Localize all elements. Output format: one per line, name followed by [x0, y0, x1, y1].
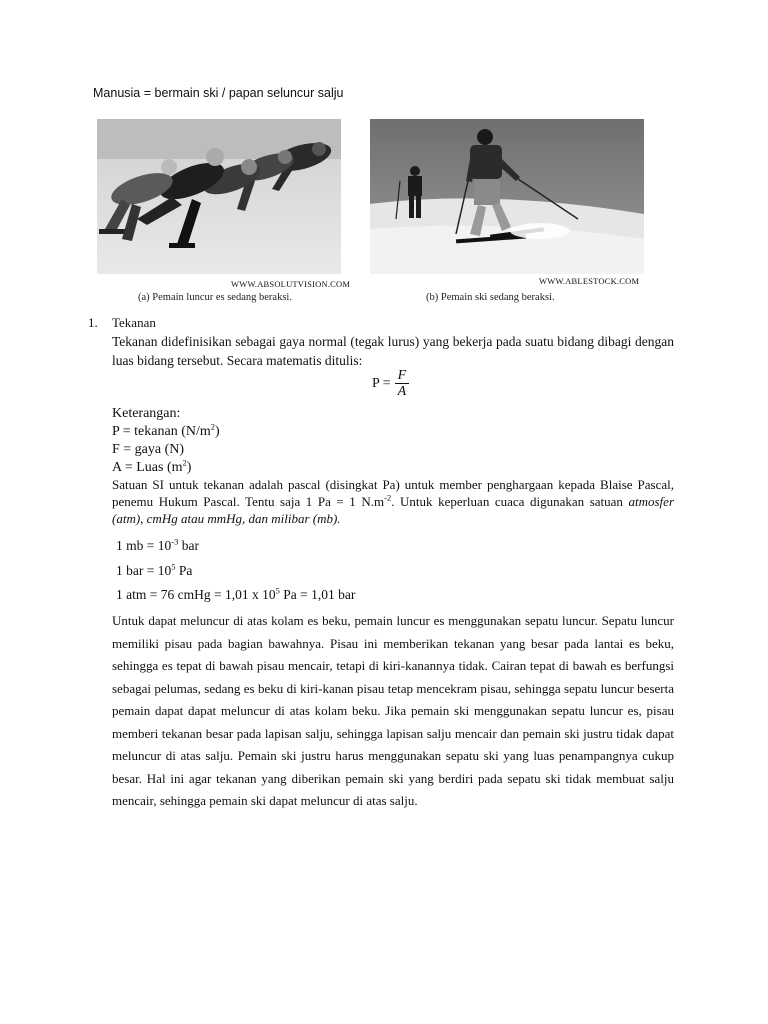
- conversion-pre: 1 bar = 10: [116, 563, 172, 578]
- conversion-post: Pa = 1,01 bar: [279, 587, 356, 602]
- ski-photo: [370, 119, 644, 274]
- left-photo-caption: (a) Pemain luncur es sedang beraksi.: [138, 292, 292, 303]
- formula-numerator: F: [397, 368, 407, 383]
- keterangan-after: ): [186, 460, 192, 475]
- conversion-sup: -3: [171, 536, 179, 547]
- keterangan-after: ): [215, 424, 220, 439]
- si-text-b: . Untuk keperluan cuaca digunakan satuan: [391, 494, 629, 509]
- definition-paragraph: Tekanan didefinisikan sebagai gaya normal (tegak lurus) yang bekerja pada suatu bidang dibagi dengan luas bidang tersebut. Secara matematis ditulis:: [112, 334, 674, 368]
- keterangan-item: [112, 423, 220, 442]
- si-text-a: Satuan SI untuk tekanan adalah pascal (disingkat Pa) untuk member penghargaan kepada Blaise Pascal, penemu Hukum Pascal. Tentu saja 1 Pa = 1 N.m: [112, 477, 674, 509]
- conversion-pre: 1 atm = 76 cmHg = 1,01 x 10: [116, 587, 276, 602]
- section-number: 1.: [88, 315, 98, 330]
- explanation-paragraph: Untuk dapat meluncur di atas kolam es beku, pemain luncur es menggunakan sepatu luncur. Sepatu luncur memiliki pisau pada bagian bawahnya. Pisau ini memberikan tekanan yang besar pada lantai es beku, sehingga es tepat di bawah pisau mencair, tetapi di kiri-kanannya tidak. Cairan tepat di bawah es berfungsi sebagai pelumas, sedang es beku di kiri-kanan pisau tetap mencekram pisau, sehingga sepatu luncur beserta pemain dapat dapat meluncur di atas kolam beku. Jika pemain ski menggunakan sepatu luncur es, pisau memberi tekanan besar pada lapisan salju, sehingga lapisan salju mencair dan pemain ski justru tidak dapat meluncur di atas salju. Pemain ski justru harus menggunakan sepatu ski yang luas penampangnya cukup besar. Hal ini agar tekanan yang diberikan pemain ski yang berdiri pada sepatu ski tidak membuat salju mencair, sehingga pemain ski dapat meluncur di atas salju.: [112, 613, 674, 808]
- si-unit-paragraph: [112, 476, 674, 527]
- conversion-line: [116, 587, 355, 603]
- conversion-line: [116, 538, 199, 554]
- formula-lhs: P =: [372, 376, 391, 391]
- si-text-italic: atmosfer (atm), cmHg atau mmHg, dan milibar (mb).: [112, 494, 674, 526]
- section-title: Tekanan: [112, 315, 156, 330]
- right-photo-credit: WWW.ABLESTOCK.COM: [539, 276, 640, 286]
- page-heading: Manusia = bermain ski / papan seluncur salju: [93, 86, 344, 100]
- keterangan-item: [112, 459, 191, 478]
- conversion-post: bar: [178, 538, 199, 553]
- speed-skating-photo: [97, 119, 341, 274]
- formula-fraction: [395, 368, 410, 400]
- conversion-sup: 5: [171, 561, 176, 572]
- keterangan-text: P = tekanan (N/m: [112, 424, 211, 439]
- formula-denominator: A: [395, 383, 410, 400]
- left-photo-credit: WWW.ABSOLUTVISION.COM: [231, 279, 351, 289]
- conversion-line: [116, 563, 192, 579]
- keterangan-text: F = gaya (N): [112, 442, 185, 457]
- pressure-formula: [372, 368, 409, 400]
- keterangan-sup: 2: [210, 421, 215, 432]
- conversion-post: Pa: [175, 563, 193, 578]
- keterangan-text: A = Luas (m: [112, 460, 183, 475]
- si-text-sup: -2: [384, 492, 392, 503]
- conversion-pre: 1 mb = 10: [116, 538, 172, 553]
- keterangan-title: Keterangan:: [112, 406, 181, 421]
- right-photo-caption: (b) Pemain ski sedang beraksi.: [426, 292, 555, 303]
- keterangan-item: [112, 441, 184, 460]
- keterangan-sup: 2: [182, 457, 187, 468]
- conversion-sup: 5: [275, 585, 280, 596]
